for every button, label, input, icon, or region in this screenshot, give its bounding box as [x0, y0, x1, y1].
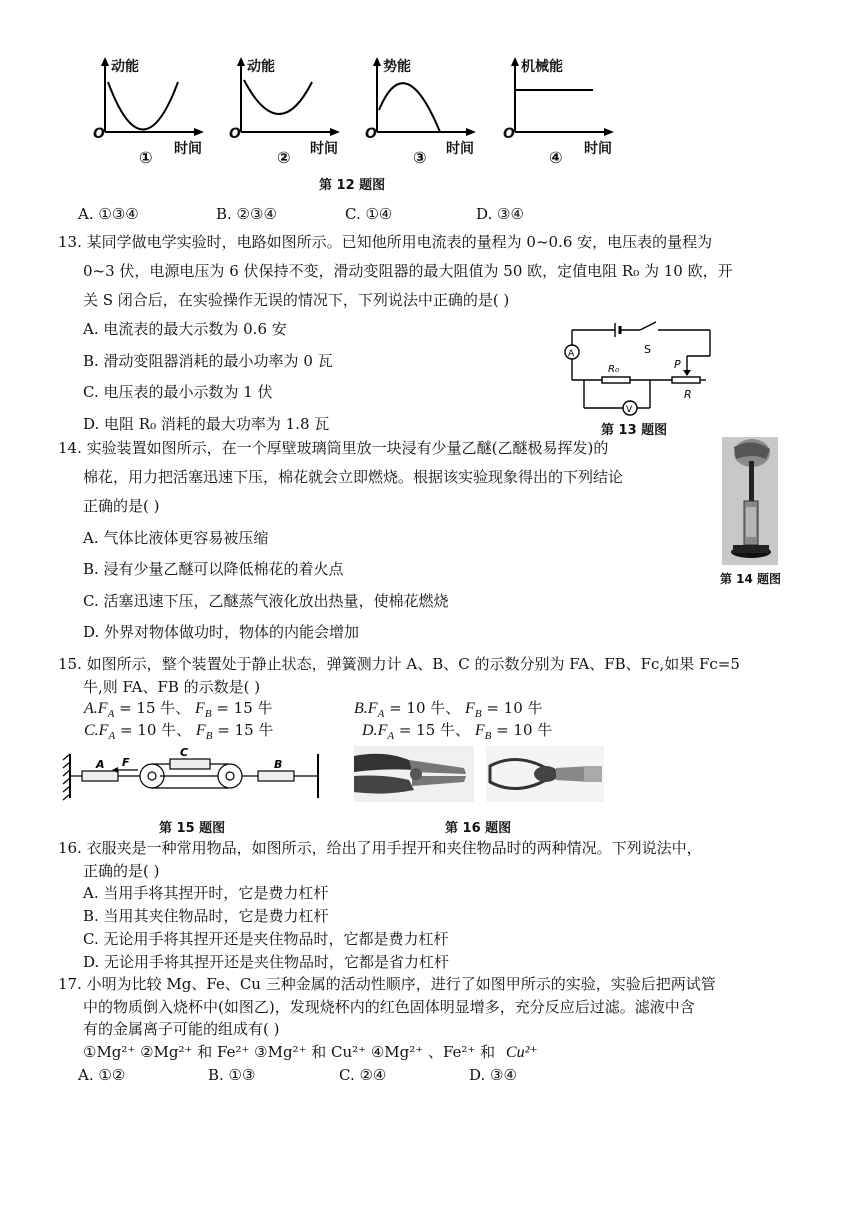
q16-option-a: A. 当用手将其捏开时，它是费力杠杆	[83, 884, 329, 902]
graph-4-num: ④	[549, 148, 563, 167]
q13-option-d: D. 电阻 R₀ 消耗的最大功率为 1.8 瓦	[83, 415, 330, 433]
circuit-label-r0: R₀	[608, 364, 619, 375]
q15-figure	[60, 746, 328, 806]
q15-option-a: $A.F_A = 15$ 牛、 $F_B = 15$ 牛	[84, 699, 273, 720]
q12-option-c: C. ①④	[345, 205, 393, 223]
q12-option-b: B. ②③④	[216, 205, 277, 223]
graph-2-ylabel: 动能	[247, 59, 275, 75]
q16-clip-photo-2	[486, 746, 604, 802]
circuit-label-a: A	[568, 349, 575, 359]
q12-option-a: A. ①③④	[78, 205, 139, 223]
graph-1-ylabel: 动能	[111, 59, 139, 75]
q15-option-b: $B.F_A = 10$ 牛、 $F_B = 10$ 牛	[354, 699, 543, 720]
q13-caption: 第 13 题图	[601, 423, 668, 438]
graph-4-xlabel: 时间	[584, 141, 612, 157]
q17-option-b: B. ①③	[208, 1066, 256, 1084]
q17-stem-line-2: 中的物质倒入烧杯中(如图乙)，发现烧杯内的红色固体明显增多，充分反应后过滤。滤液中含	[83, 998, 695, 1016]
q14-stem-line-3: 正确的是( )	[83, 497, 160, 515]
graph-2-origin: O	[229, 126, 241, 142]
q13-stem-line-3: 关 S 闭合后，在实验操作无误的情况下，下列说法中正确的是( )	[83, 291, 510, 309]
q15-option-d: $D.F_A = 15$ 牛、 $F_B = 10$ 牛	[362, 721, 553, 742]
q16-option-d: D. 无论用手将其捏开还是夹住物品时，它都是省力杠杆	[83, 953, 450, 971]
q14-stem-line-2: 棉花，用力把活塞迅速下压，棉花就会立即燃烧。根据该实验现象得出的下列结论	[83, 468, 624, 486]
circuit-label-r: R	[684, 388, 692, 401]
q14-caption: 第 14 题图	[720, 572, 782, 586]
q16-stem-line-2: 正确的是( )	[83, 862, 160, 880]
q17-option-d: D. ③④	[469, 1066, 517, 1084]
q12-caption: 第 12 题图	[319, 178, 386, 193]
q15-stem-line-1: 15. 如图所示，整个装置处于静止状态，弹簧测力计 A、B、C 的示数分别为 FA、FB、Fc,如果 Fc=5	[58, 655, 740, 673]
graph-1-xlabel: 时间	[174, 141, 202, 157]
q15-label-a: A	[96, 758, 105, 771]
q13-stem-line-1: 13. 某同学做电学实验时，电路如图所示。已知他所用电流表的量程为 0~0.6 安，电压表的量程为	[58, 233, 713, 251]
q16-caption: 第 16 题图	[445, 821, 512, 836]
q17-option-c: C. ②④	[339, 1066, 387, 1084]
q17-stem-line-1: 17. 小明为比较 Mg、Fe、Cu 三种金属的活动性顺序，进行了如图甲所示的实验，实验后把两试管	[58, 975, 716, 993]
q13-option-a: A. 电流表的最大示数为 0.6 安	[83, 320, 287, 338]
circuit-label-v: V	[626, 405, 633, 415]
q16-option-c: C. 无论用手将其捏开还是夹住物品时，它都是费力杠杆	[83, 930, 449, 948]
graph-2-num: ②	[277, 148, 291, 167]
q17-option-a: A. ①②	[78, 1066, 126, 1084]
q13-option-b: B. 滑动变阻器消耗的最小功率为 0 瓦	[83, 352, 333, 370]
q14-option-a: A. 气体比液体更容易被压缩	[83, 529, 269, 547]
q16-option-b: B. 当用其夹住物品时，它是费力杠杆	[83, 907, 329, 925]
q15-label-c: C	[180, 746, 189, 759]
circuit-label-p: P	[674, 358, 681, 371]
q15-label-f: F	[122, 756, 130, 769]
q13-option-c: C. 电压表的最小示数为 1 伏	[83, 383, 273, 401]
graph-1-num: ①	[139, 148, 153, 167]
q15-label-b: B	[274, 758, 283, 771]
graph-1-origin: O	[93, 126, 105, 142]
q15-caption: 第 15 题图	[159, 821, 226, 836]
q17-ion-list: ①Mg²⁺ ②Mg²⁺ 和 Fe²⁺ ③Mg²⁺ 和 Cu²⁺ ④Mg²⁺ 、Fe²⁺ 和 Cu²⁺	[83, 1043, 538, 1061]
graph-3-xlabel: 时间	[446, 141, 474, 157]
q12-option-d: D. ③④	[476, 205, 524, 223]
graph-3-num: ③	[413, 148, 427, 167]
q16-stem-line-1: 16. 衣服夹是一种常用物品，如图所示，给出了用手捏开和夹住物品时的两种情况。下列说法中，	[58, 839, 702, 857]
q14-option-d: D. 外界对物体做功时，物体的内能会增加	[83, 623, 360, 641]
q17-stem-line-3: 有的金属离子可能的组成有( )	[83, 1020, 280, 1038]
q16-clip-photo-1	[354, 746, 474, 802]
q13-stem-line-2: 0~3 伏，电源电压为 6 伏保持不变，滑动变阻器的最大阻值为 50 欧，定值电阻 R₀ 为 10 欧，开	[83, 262, 733, 280]
graph-3-origin: O	[365, 126, 377, 142]
graph-4-origin: O	[503, 126, 515, 142]
graph-2-xlabel: 时间	[310, 141, 338, 157]
graph-3-ylabel: 势能	[383, 59, 411, 75]
q15-stem-line-2: 牛,则 FA、FB 的示数是( )	[83, 678, 261, 696]
graph-4-ylabel: 机械能	[521, 59, 563, 75]
q14-piston-photo	[722, 437, 778, 565]
q15-option-c: $C.F_A = 10$ 牛、 $F_B = 15$ 牛	[84, 721, 274, 742]
q14-option-b: B. 浸有少量乙醚可以降低棉花的着火点	[83, 560, 344, 578]
circuit-label-s: S	[644, 343, 651, 356]
q14-option-c: C. 活塞迅速下压，乙醚蒸气液化放出热量，使棉花燃烧	[83, 592, 449, 610]
q13-circuit	[560, 318, 720, 418]
q14-stem-line-1: 14. 实验装置如图所示，在一个厚壁玻璃筒里放一块浸有少量乙醚(乙醚极易挥发)的	[58, 439, 609, 457]
